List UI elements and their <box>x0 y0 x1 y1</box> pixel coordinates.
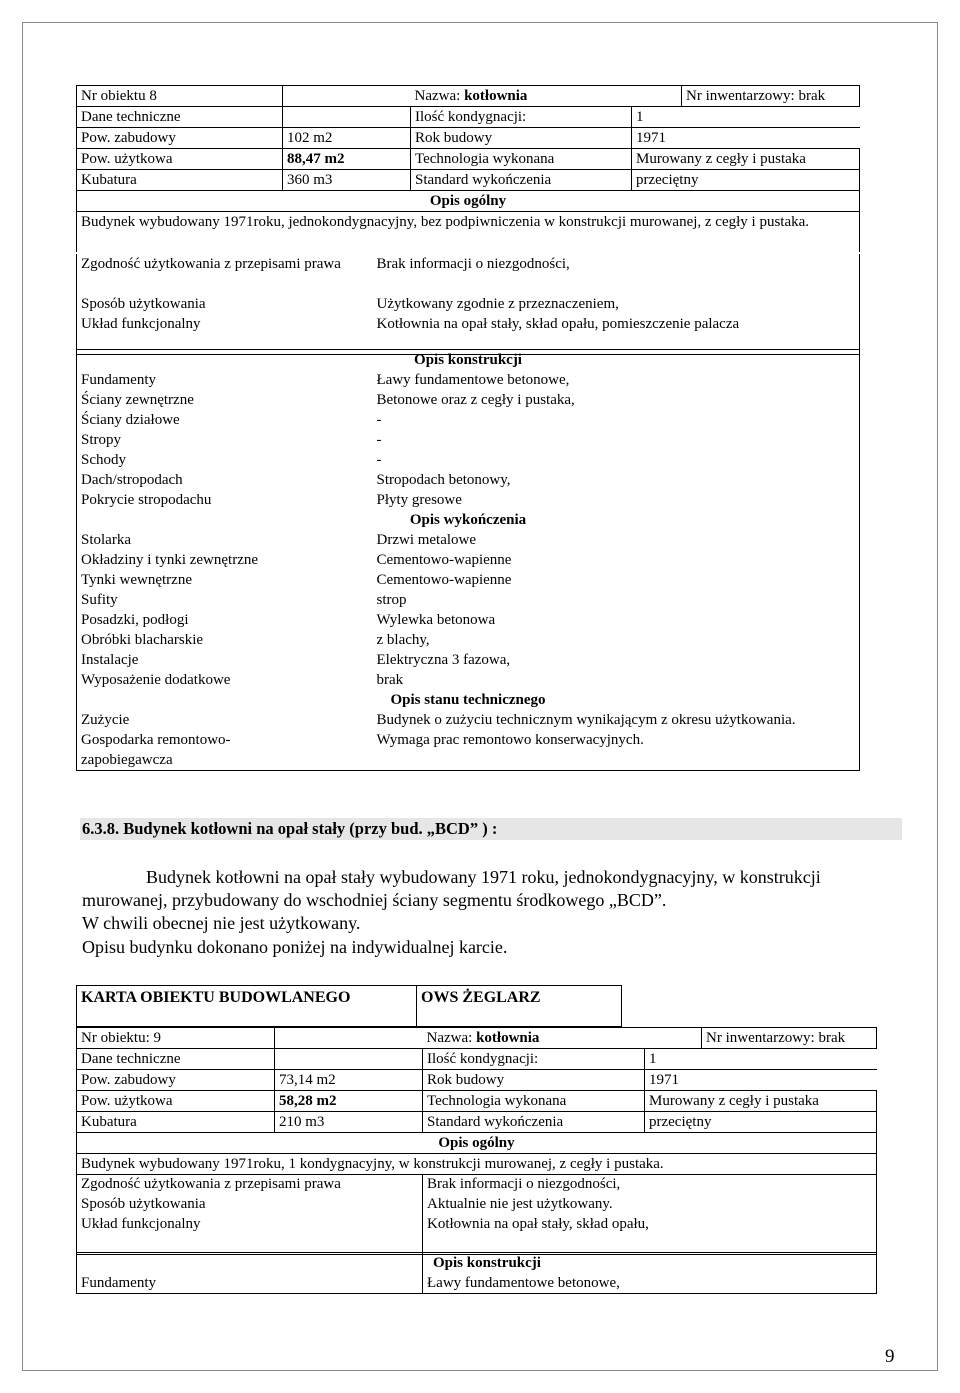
cell: Rok budowy <box>423 1070 645 1091</box>
object-8-info <box>76 254 860 355</box>
cell: Ściany działowe <box>81 412 180 428</box>
cell: Murowany z cegły i pustaka <box>632 149 860 170</box>
cell: Ławy fundamentowe betonowe, <box>423 1273 877 1294</box>
cell: przeciętny <box>632 170 860 191</box>
cell: Płyty gresowe <box>376 492 462 508</box>
table-row <box>77 1214 877 1255</box>
cell: Kubatura <box>77 170 283 191</box>
cell: 73,14 m2 <box>275 1070 423 1091</box>
cell: Dane techniczne <box>77 107 283 128</box>
object-9-info <box>76 1174 877 1255</box>
table-row <box>77 350 860 371</box>
cell: - <box>376 412 382 428</box>
section-header: Opis ogólny <box>77 191 860 212</box>
karta-header <box>76 985 622 1027</box>
cell: Dach/stropodach <box>81 472 183 488</box>
cell: - <box>376 452 382 468</box>
table-row <box>77 1112 877 1133</box>
table-row <box>77 690 860 710</box>
table-row <box>77 212 860 253</box>
object-name: Nazwa: kotłownia <box>423 1028 702 1049</box>
cell: Brak informacji o niezgodności, <box>373 254 860 294</box>
cell: Zużycie <box>81 712 130 728</box>
karta-unit: OWS ŻEGLARZ <box>417 986 622 1027</box>
table-row <box>77 590 860 610</box>
object-name: Nazwa: kotłownia <box>411 86 682 107</box>
cell: Gospodarka remontowo-zapobiegawcza <box>81 732 231 768</box>
object-9-details <box>76 1252 877 1294</box>
cell: Standard wykończenia <box>411 170 632 191</box>
table-row <box>77 1253 877 1274</box>
cell: Stropy <box>81 432 122 448</box>
table-row <box>77 570 860 590</box>
cell: Wymaga prac remontowo konserwacyjnych. <box>376 732 644 748</box>
cell: Układ funkcjonalny <box>77 1214 423 1255</box>
cell: Budynek o zużyciu technicznym wynikającym z okresu użytkowania. <box>376 712 796 728</box>
general-description: Budynek wybudowany 1971roku, jednokondygnacyjny, bez podpiwniczenia w konstrukcji murowanej, z cegły i pustaka. <box>77 212 860 253</box>
section-header: Opis wykończenia <box>409 512 527 528</box>
table-row <box>77 650 860 670</box>
cell: z blachy, <box>376 632 430 648</box>
cell: Cementowo-wapienne <box>376 552 512 568</box>
table-row <box>77 630 860 650</box>
cell: Ławy fundamentowe betonowe, <box>376 372 570 388</box>
cell: Pow. użytkowa <box>77 149 283 170</box>
cell: Tynki wewnętrzne <box>81 572 192 588</box>
table-row <box>77 1273 877 1294</box>
inventory-number: Nr inwentarzowy: brak <box>682 86 860 107</box>
section-heading: 6.3.8. Budynek kotłowni na opał stały (przy bud. „BCD” ) : <box>82 819 498 838</box>
table-row <box>77 1049 877 1070</box>
general-description: Budynek wybudowany 1971roku, 1 kondygnacyjny, w konstrukcji murowanej, z cegły i pustaka. <box>77 1154 877 1175</box>
cell: Wyposażenie dodatkowe <box>81 672 231 688</box>
object-number: Nr obiektu: 9 <box>77 1028 275 1049</box>
cell: Wylewka betonowa <box>376 612 496 628</box>
cell: - <box>376 432 382 448</box>
table-row <box>77 530 860 550</box>
cell: 360 m3 <box>283 170 411 191</box>
table-row <box>77 670 860 690</box>
cell: 1971 <box>632 128 860 149</box>
table-row <box>77 1194 877 1214</box>
cell: Sufity <box>81 592 118 608</box>
cell: Stropodach betonowy, <box>376 472 511 488</box>
table-row <box>77 86 860 107</box>
cell: 1971 <box>645 1070 877 1091</box>
cell: Betonowe oraz z cegły i pustaka, <box>376 392 575 408</box>
table-row <box>77 490 860 510</box>
cell: Zgodność użytkowania z przepisami prawa <box>77 1174 423 1194</box>
cell: Użytkowany zgodnie z przeznaczeniem, <box>376 296 619 312</box>
table-row <box>77 610 860 630</box>
cell: Brak informacji o niezgodności, <box>423 1174 877 1194</box>
cell: Technologia wykonana <box>423 1091 645 1112</box>
cell: Technologia wykonana <box>411 149 632 170</box>
cell: Okładziny i tynki zewnętrzne <box>81 552 259 568</box>
object-8-details <box>76 349 860 771</box>
table-row <box>77 730 860 771</box>
cell: Pow. zabudowy <box>77 1070 275 1091</box>
cell: Obróbki blacharskie <box>81 632 204 648</box>
table-row <box>77 550 860 570</box>
table-row <box>77 430 860 450</box>
cell: Kubatura <box>77 1112 275 1133</box>
cell: przeciętny <box>645 1112 877 1133</box>
cell: Kotłownia na opał stały, skład opału, <box>423 1214 877 1255</box>
cell: Rok budowy <box>411 128 632 149</box>
cell: Elektryczna 3 fazowa, <box>376 652 511 668</box>
cell: 58,28 m2 <box>275 1091 423 1112</box>
cell: 88,47 m2 <box>283 149 411 170</box>
cell: Pow. zabudowy <box>77 128 283 149</box>
table-row <box>77 986 622 1027</box>
cell: Standard wykończenia <box>423 1112 645 1133</box>
section-header: Opis konstrukcji <box>414 352 522 368</box>
section-paragraph: W chwili obecnej nie jest użytkowany. <box>82 913 361 933</box>
table-row <box>77 470 860 490</box>
cell: Drzwi metalowe <box>376 532 477 548</box>
cell: Aktualnie nie jest użytkowany. <box>423 1194 877 1214</box>
cell: Sposób użytkowania <box>77 1194 423 1214</box>
cell: Ilość kondygnacji: <box>423 1049 645 1070</box>
cell: Posadzki, podłogi <box>81 612 189 628</box>
cell: Murowany z cegły i pustaka <box>645 1091 877 1112</box>
table-row <box>77 254 860 294</box>
table-row <box>77 1133 877 1154</box>
cell: Stolarka <box>81 532 131 548</box>
karta-title: KARTA OBIEKTU BUDOWLANEGO <box>77 986 417 1027</box>
section-header: Opis stanu technicznego <box>390 692 546 708</box>
cell: Zgodność użytkowania z przepisami prawa <box>77 254 373 294</box>
cell: Ilość kondygnacji: <box>411 107 632 128</box>
cell: Pokrycie stropodachu <box>81 492 212 508</box>
table-row <box>77 450 860 470</box>
cell: 102 m2 <box>283 128 411 149</box>
cell: 1 <box>632 107 860 128</box>
cell: Sposób użytkowania <box>81 296 206 312</box>
table-row <box>77 191 860 212</box>
cell: 1 <box>645 1049 877 1070</box>
object-9-table <box>76 1027 877 1175</box>
table-row <box>77 1070 877 1091</box>
cell: Instalacje <box>81 652 139 668</box>
table-row <box>77 294 860 314</box>
cell: Układ funkcjonalny <box>81 316 201 332</box>
table-row <box>77 1091 877 1112</box>
cell: Cementowo-wapienne <box>376 572 512 588</box>
table-row <box>77 1174 877 1194</box>
cell: 210 m3 <box>275 1112 423 1133</box>
section-header: Opis ogólny <box>77 1133 877 1154</box>
cell: brak <box>376 672 404 688</box>
table-row <box>77 1154 877 1175</box>
object-number: Nr obiektu 8 <box>77 86 283 107</box>
section-header: Opis konstrukcji <box>423 1253 877 1274</box>
object-8-table <box>76 85 860 252</box>
cell: strop <box>376 592 407 608</box>
table-row <box>77 170 860 191</box>
page-number: 9 <box>885 1346 895 1367</box>
cell: Ściany zewnętrzne <box>81 392 194 408</box>
cell: Schody <box>81 452 126 468</box>
section-paragraph: Opisu budynku dokonano poniżej na indywidualnej karcie. <box>82 937 508 957</box>
cell: Kotłownia na opał stały, skład opału, pomieszczenie palacza <box>376 316 740 332</box>
table-row <box>77 1028 877 1049</box>
table-row <box>77 710 860 730</box>
cell: Fundamenty <box>81 372 156 388</box>
inventory-number: Nr inwentarzowy: brak <box>702 1028 877 1049</box>
table-row <box>77 370 860 390</box>
section-paragraph: Budynek kotłowni na opał stały wybudowany 1971 roku, jednokondygnacyjny, w konstrukcji murowanej, przybudowany do wschodniej ściany segmentu środkowego „BCD”. <box>82 867 821 910</box>
table-row <box>77 149 860 170</box>
table-row <box>77 410 860 430</box>
cell: Pow. użytkowa <box>77 1091 275 1112</box>
table-row <box>77 510 860 530</box>
cell: Fundamenty <box>77 1273 423 1294</box>
table-row <box>77 128 860 149</box>
table-row <box>77 107 860 128</box>
cell: Dane techniczne <box>77 1049 275 1070</box>
table-row <box>77 390 860 410</box>
